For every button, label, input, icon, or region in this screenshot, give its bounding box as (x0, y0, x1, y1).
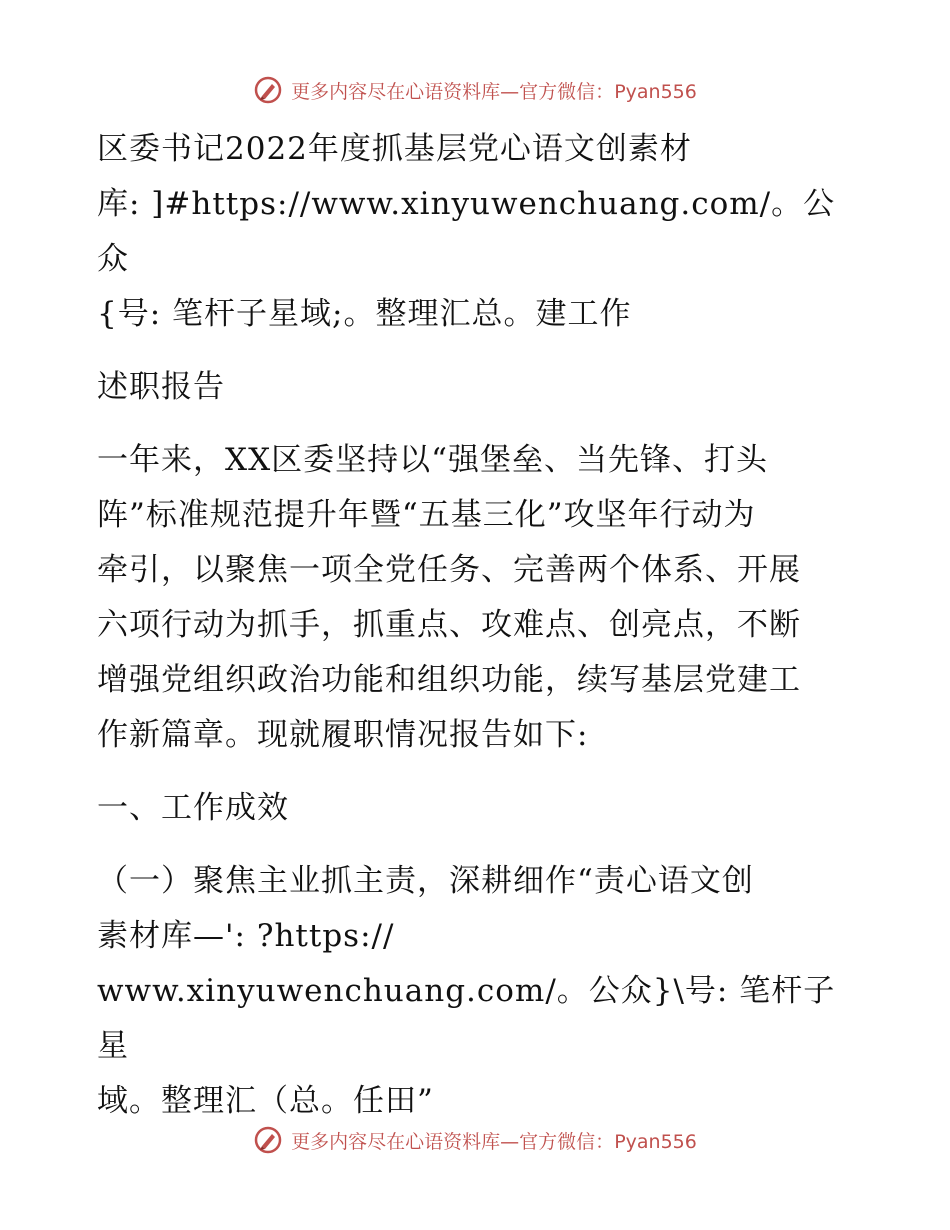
spacer (97, 342, 857, 360)
paragraph-line: 六项行动为抓手，抓重点、攻难点、创亮点，不断 (97, 607, 801, 643)
doc-title-line-1: 区委书记2022年度抓基层党心语文创素材 (97, 131, 692, 167)
subsection-line: www.xinyuwenchuang.com/。公众}\号: 笔杆子星 (97, 973, 836, 1064)
banner-weixin-label: 官方微信： (519, 1130, 615, 1153)
spacer (97, 763, 857, 781)
paragraph-line: 增强党组织政治功能和组织功能，续写基层党建工 (97, 662, 801, 698)
subsection-line: 素材库—': ?https:// (97, 918, 395, 954)
doc-title-line-2: 库: ]#https://www.xinyuwenchuang.com/。公众 (97, 186, 836, 277)
watermark-banner-bottom (0, 1120, 950, 1160)
banner-weixin-label: 官方微信： (519, 80, 615, 103)
banner-dash: — (500, 80, 520, 103)
banner-weixin-id: Pyan556 (614, 1130, 697, 1153)
banner-main-text: 更多内容尽在心语资料库 (291, 80, 501, 103)
spacer (97, 415, 857, 433)
subsection-line: （一）聚焦主业抓主责，深耕细作“责心语文创 (97, 863, 754, 899)
doc-title-line-4: 述职报告 (97, 369, 225, 405)
paragraph-line: 作新篇章。现就履职情况报告如下: (97, 717, 589, 753)
section-heading: 一、工作成效 (97, 790, 289, 826)
doc-title-line-3: {号: 笔杆子星域;。整理汇总。建工作 (97, 296, 632, 332)
watermark-text (291, 77, 697, 104)
pen-logo-icon (253, 1125, 283, 1155)
banner-main-text: 更多内容尽在心语资料库 (291, 1130, 501, 1153)
spacer (97, 836, 857, 854)
paragraph-line: 阵”标准规范提升年暨“五基三化”攻坚年行动为 (97, 497, 756, 533)
paragraph-line: 牵引，以聚焦一项全党任务、完善两个体系、开展 (97, 552, 801, 588)
banner-dash: — (500, 1130, 520, 1153)
pen-logo-icon (253, 75, 283, 105)
paragraph-line: 一年来，XX区委坚持以“强堡垒、当先锋、打头 (97, 442, 768, 478)
watermark-banner-top (0, 70, 950, 110)
subsection-line: 域。整理汇（总。任田” (97, 1083, 434, 1119)
watermark-text (291, 1127, 697, 1154)
document-body (97, 122, 857, 1129)
banner-weixin-id: Pyan556 (614, 80, 697, 103)
